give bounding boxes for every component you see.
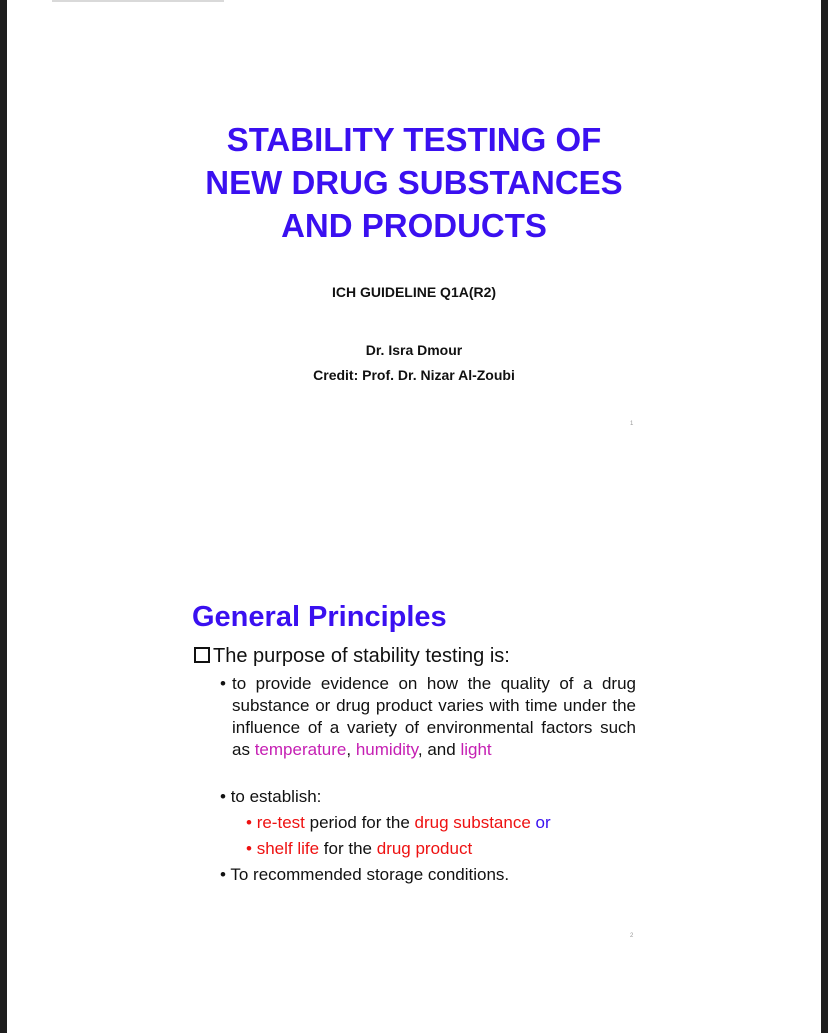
sub2-mid-text: for the <box>323 839 372 858</box>
bullet-establish <box>220 787 321 807</box>
term-drug-substance: drug substance <box>414 813 531 832</box>
sub-bullet-dot-icon: • <box>246 813 252 832</box>
sub-bullet-shelf-life <box>246 839 472 859</box>
bullet-evidence <box>220 673 636 761</box>
page-number: 2 <box>630 933 634 939</box>
bullet-establish-text: to establish: <box>230 787 322 806</box>
guideline-subtitle: ICH GUIDELINE Q1A(R2) <box>331 284 497 300</box>
sub-bullet-retest <box>246 813 551 833</box>
bullet-dot-icon: • <box>220 787 226 806</box>
and-text: , and <box>417 740 456 759</box>
title-line-3: AND PRODUCTS <box>281 207 547 244</box>
bullet-dot-icon: • <box>220 865 226 884</box>
page-number: 1 <box>630 421 634 427</box>
title-line-2: NEW DRUG SUBSTANCES <box>205 164 623 201</box>
bullet-storage-text: To recommended storage conditions. <box>230 865 510 884</box>
author-block <box>0 338 828 388</box>
term-temperature: temperature <box>254 740 347 759</box>
term-light: light <box>460 740 492 759</box>
term-drug-product: drug product <box>376 839 473 858</box>
slide-title <box>0 118 828 247</box>
credit-line: Credit: Prof. Dr. Nizar Al-Zoubi <box>313 367 515 383</box>
top-divider <box>52 0 224 2</box>
or-text: or <box>535 813 551 832</box>
term-retest: re-test <box>256 813 305 832</box>
author-name: Dr. Isra Dmour <box>365 342 463 358</box>
bullet-dot-icon: • <box>220 674 226 693</box>
bullet-storage <box>220 865 509 885</box>
section-heading: General Principles <box>192 601 447 633</box>
term-shelf-life: shelf life <box>256 839 320 858</box>
purpose-line <box>194 645 510 668</box>
title-line-1: STABILITY TESTING OF <box>226 121 602 158</box>
comma: , <box>346 740 352 759</box>
sub-bullet-dot-icon: • <box>246 839 252 858</box>
sub1-mid-text: period for the <box>309 813 410 832</box>
purpose-text: The purpose of stability testing is: <box>213 645 510 667</box>
term-humidity: humidity <box>355 740 418 759</box>
bullet-evidence-text: to provide evidence on how the quality of a drug substance or drug product varies with time under the influence of a variety of environmental factors such as <box>232 674 636 759</box>
checkbox-bullet-icon <box>194 647 210 663</box>
